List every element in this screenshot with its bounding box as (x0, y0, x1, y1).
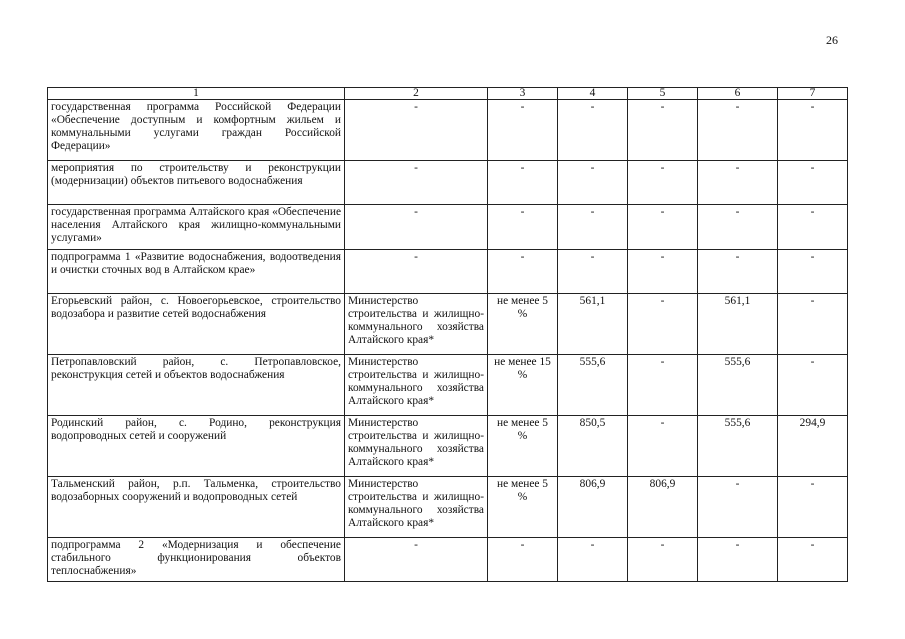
table-cell: 555,6 (558, 355, 628, 416)
table-cell: - (628, 161, 698, 205)
row-title: Петропавловский район, с. Петропавловское, реконструкция сетей и объектов водоснабжения (48, 355, 345, 416)
table-cell: не менее 5 % (488, 477, 558, 538)
table-row (48, 250, 848, 294)
table-cell: - (628, 100, 698, 161)
table-cell: - (628, 294, 698, 355)
table-cell: - (628, 355, 698, 416)
table-cell: - (778, 100, 848, 161)
table-cell: Министерство строительства и жилищно-коммунального хозяйства Алтайского края* (345, 294, 488, 355)
table-cell: - (558, 100, 628, 161)
table-row (48, 477, 848, 538)
table-cell: - (345, 205, 488, 250)
row-title: подпрограмма 2 «Модернизация и обеспечение стабильного функционирования объектов теплоснабжения» (48, 538, 345, 582)
table-cell: - (345, 161, 488, 205)
table-cell: - (558, 538, 628, 582)
row-title: мероприятия по строительству и реконструкции (модернизации) объектов питьевого водоснабжения (48, 161, 345, 205)
table-cell: - (558, 161, 628, 205)
table-cell: не менее 15 % (488, 355, 558, 416)
table-cell: - (698, 250, 778, 294)
table-cell: - (628, 416, 698, 477)
table-cell: - (345, 100, 488, 161)
table-cell: Министерство строительства и жилищно-коммунального хозяйства Алтайского края* (345, 416, 488, 477)
table-cell: - (345, 538, 488, 582)
header-cell: 7 (778, 88, 848, 100)
row-title: подпрограмма 1 «Развитие водоснабжения, водоотведения и очистки сточных вод в Алтайском крае» (48, 250, 345, 294)
row-title: Родинский район, с. Родино, реконструкция водопроводных сетей и сооружений (48, 416, 345, 477)
table-cell: - (698, 477, 778, 538)
table-cell: - (778, 161, 848, 205)
row-title: государственная программа Алтайского края «Обеспечение населения Алтайского края жилищно-коммунальными услугами» (48, 205, 345, 250)
table-cell: 294,9 (778, 416, 848, 477)
table-cell: - (778, 538, 848, 582)
table-cell: - (628, 205, 698, 250)
table-row (48, 205, 848, 250)
table-row (48, 294, 848, 355)
table-cell: - (778, 250, 848, 294)
table-cell: - (488, 100, 558, 161)
table-row (48, 416, 848, 477)
table-cell: 555,6 (698, 416, 778, 477)
header-cell: 3 (488, 88, 558, 100)
table-cell: - (698, 161, 778, 205)
table-cell: Министерство строительства и жилищно-коммунального хозяйства Алтайского края* (345, 355, 488, 416)
table-cell: - (778, 294, 848, 355)
row-title: Егорьевский район, с. Новоегорьевское, строительство водозабора и развитие сетей водоснабжения (48, 294, 345, 355)
table-cell: не менее 5 % (488, 416, 558, 477)
row-title: государственная программа Российской Федерации «Обеспечение доступным и комфортным жильем и коммунальными услугами граждан Российской Федерации» (48, 100, 345, 161)
table-cell: - (558, 250, 628, 294)
row-title: Тальменский район, р.п. Тальменка, строительство водозаборных сооружений и водопроводных сетей (48, 477, 345, 538)
table-cell: - (488, 538, 558, 582)
table-cell: 561,1 (558, 294, 628, 355)
table-cell: - (488, 250, 558, 294)
data-table (47, 87, 848, 582)
table-cell: - (488, 205, 558, 250)
table-cell: 561,1 (698, 294, 778, 355)
table-cell: - (698, 100, 778, 161)
table-cell: не менее 5 % (488, 294, 558, 355)
table-cell: 850,5 (558, 416, 628, 477)
table-row (48, 355, 848, 416)
table-cell: - (628, 538, 698, 582)
table-cell: - (778, 477, 848, 538)
table-row (48, 538, 848, 582)
table-cell: - (698, 205, 778, 250)
table-cell: 806,9 (558, 477, 628, 538)
table-cell: - (558, 205, 628, 250)
header-cell: 4 (558, 88, 628, 100)
table-cell: - (345, 250, 488, 294)
header-cell: 1 (48, 88, 345, 100)
table-cell: - (698, 538, 778, 582)
header-cell: 5 (628, 88, 698, 100)
table-row (48, 161, 848, 205)
table-header-row (48, 88, 848, 100)
table-cell: - (628, 250, 698, 294)
table-cell: 806,9 (628, 477, 698, 538)
table-cell: - (778, 355, 848, 416)
table-cell: - (488, 161, 558, 205)
header-cell: 6 (698, 88, 778, 100)
table-row (48, 100, 848, 161)
table-cell: - (778, 205, 848, 250)
table-cell: Министерство строительства и жилищно-коммунального хозяйства Алтайского края* (345, 477, 488, 538)
header-cell: 2 (345, 88, 488, 100)
page-number: 26 (826, 33, 838, 47)
table-cell: 555,6 (698, 355, 778, 416)
